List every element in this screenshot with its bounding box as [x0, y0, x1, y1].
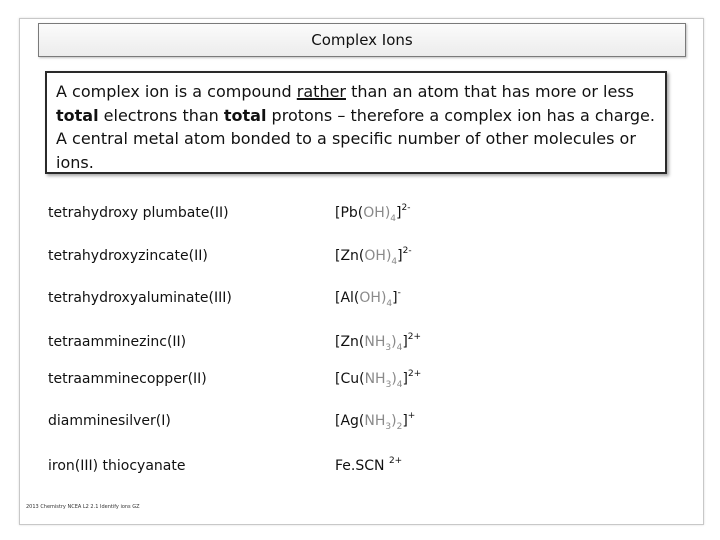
ion-row — [48, 205, 688, 227]
formula-ligand: OH) — [359, 290, 387, 306]
definition-bold-word-2: total — [223, 105, 267, 125]
ion-row — [48, 371, 688, 393]
definition-bold-word-1: total — [56, 105, 99, 125]
formula-count: 4 — [396, 343, 403, 353]
ion-formula — [335, 203, 411, 224]
formula-ligand: OH) — [363, 205, 391, 221]
slide-title: Complex Ions — [311, 31, 413, 49]
ion-name: tetraamminecopper(II) — [48, 371, 207, 387]
formula-open: [Al( — [335, 290, 360, 306]
ion-formula — [335, 411, 416, 432]
definition-text-3: electrons than — [98, 105, 224, 125]
formula-close: ] — [402, 371, 408, 387]
ion-formula — [335, 369, 422, 390]
formula-count: 4 — [396, 380, 403, 390]
formula-open: [Pb( — [335, 205, 364, 221]
footer-text: 2013 Chemistry NCEA L2 2.1 Identify ions GZ — [26, 504, 140, 510]
ion-formula — [335, 458, 402, 474]
formula-count: 4 — [391, 257, 398, 267]
formula-ligand-close: ) — [391, 371, 397, 387]
formula-close: ] — [402, 413, 408, 429]
formula-ligand-count: 3 — [385, 343, 392, 353]
definition-text-2: than an atom that has more or less — [346, 82, 634, 101]
ion-formula — [335, 246, 412, 267]
ion-name: tetrahydroxyaluminate(III) — [48, 290, 232, 306]
formula-close: ] — [402, 334, 408, 350]
ion-row — [48, 334, 688, 356]
ion-name: diamminesilver(I) — [48, 413, 171, 429]
definition-underlined-word: rather — [296, 82, 346, 101]
formula-count: 2 — [396, 422, 403, 432]
formula-charge: 2- — [401, 203, 411, 213]
formula-ligand: NH — [364, 413, 386, 429]
formula-charge: 2+ — [407, 332, 422, 342]
ion-formula — [335, 332, 422, 353]
formula-charge: 2- — [402, 246, 412, 256]
formula-ligand-count: 3 — [385, 422, 392, 432]
ion-row — [48, 458, 688, 480]
ion-row — [48, 248, 688, 270]
definition-text-4: protons – therefore a complex ion has a charge. A central metal atom bonded to a specific number of other molecules or ions. — [56, 105, 655, 172]
formula-ligand-close: ) — [391, 334, 397, 350]
ion-name: tetrahydroxyzincate(II) — [48, 248, 208, 264]
title-bar — [38, 23, 686, 57]
ion-name: iron(III) thiocyanate — [48, 458, 186, 474]
formula-ligand: NH — [364, 371, 386, 387]
formula-count: 4 — [390, 214, 397, 224]
formula-close: ] — [392, 290, 398, 306]
formula-open: [Zn( — [335, 334, 365, 350]
formula-charge: - — [397, 288, 401, 298]
ion-row — [48, 290, 688, 312]
formula-open: [Cu( — [335, 371, 365, 387]
formula-ligand: OH) — [364, 248, 392, 264]
ion-row — [48, 413, 688, 435]
formula-ligand-close: ) — [391, 413, 397, 429]
formula-count: 4 — [386, 299, 393, 309]
ion-name: tetraamminezinc(II) — [48, 334, 187, 350]
formula-charge: 2+ — [388, 456, 403, 466]
formula-plain: Fe.SCN — [335, 458, 389, 474]
ion-formula — [335, 288, 401, 309]
formula-ligand-count: 3 — [385, 380, 392, 390]
formula-open: [Ag( — [335, 413, 365, 429]
formula-close: ] — [397, 248, 403, 264]
ion-name: tetrahydroxy plumbate(II) — [48, 205, 229, 221]
formula-charge: + — [407, 411, 416, 421]
formula-open: [Zn( — [335, 248, 365, 264]
definition-box — [45, 71, 667, 174]
definition-text-1: A complex ion is a compound — [56, 82, 297, 101]
formula-ligand: NH — [364, 334, 386, 350]
formula-close: ] — [396, 205, 402, 221]
formula-charge: 2+ — [407, 369, 422, 379]
